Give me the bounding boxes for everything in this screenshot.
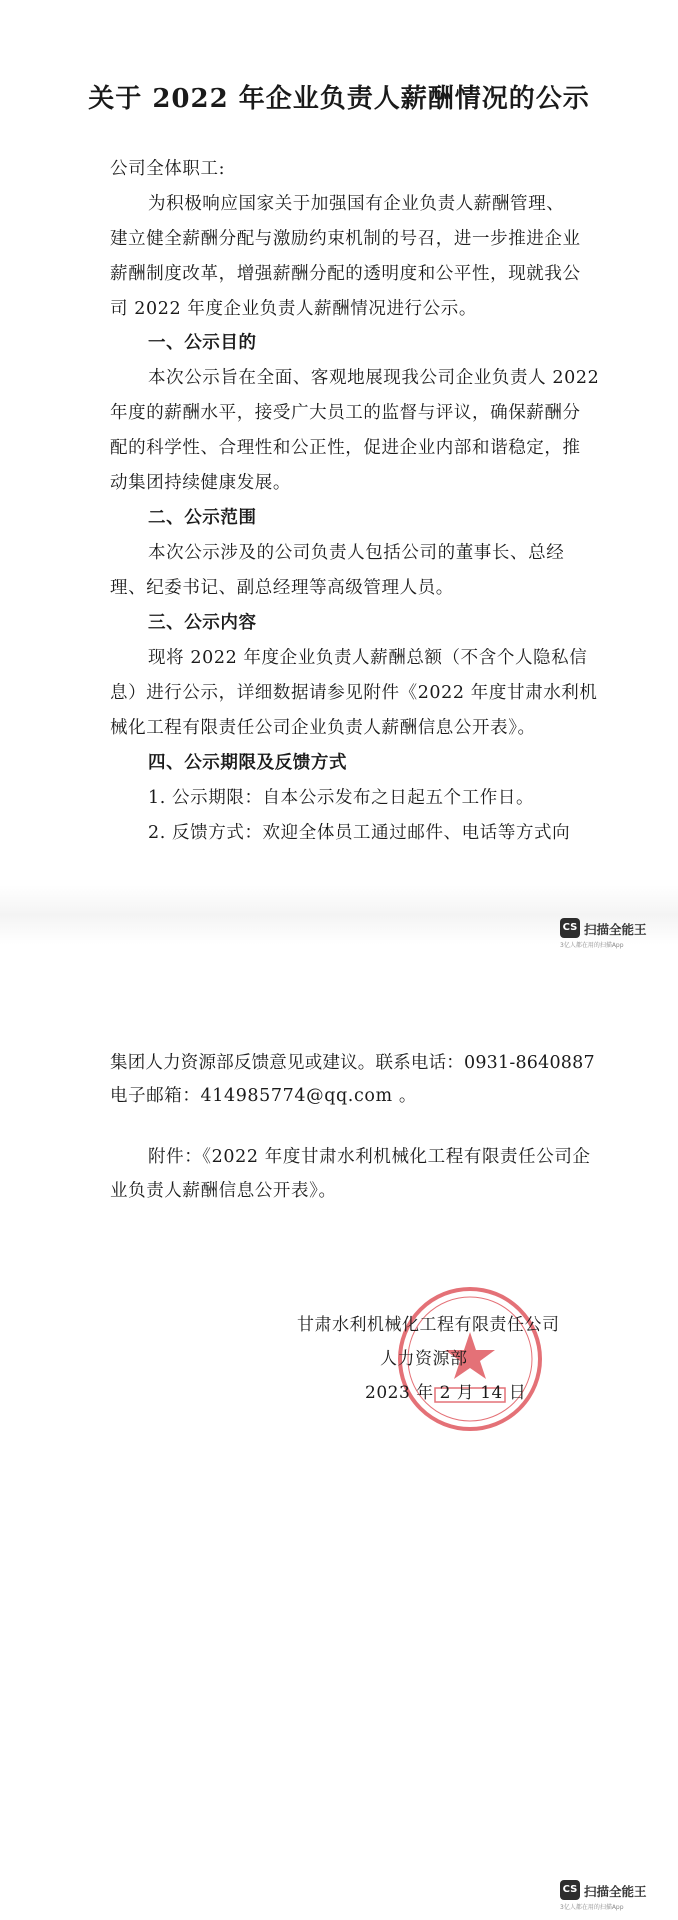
camscanner-logo-icon: CS <box>560 1880 580 1900</box>
signature-department: 人力资源部 <box>380 1349 468 1369</box>
signature-date: 2023 年 2 月 14 日 <box>365 1383 527 1403</box>
intro-line: 薪酬制度改革，增强薪酬分配的透明度和公平性，现就我公 <box>110 264 581 284</box>
section-line: 1. 公示期限：自本公示发布之日起五个工作日。 <box>148 788 535 808</box>
page-1 <box>0 0 678 945</box>
salutation: 公司全体职工: <box>110 159 226 179</box>
section-heading-purpose: 一、公示目的 <box>148 333 257 353</box>
section-line: 现将 2022 年度企业负责人薪酬总额（不含个人隐私信 <box>148 648 588 668</box>
section-line: 本次公示涉及的公司负责人包括公司的董事长、总经 <box>148 543 565 563</box>
section-line: 本次公示旨在全面、客观地展现我公司企业负责人 2022 <box>148 368 600 388</box>
attachment-line: 附件：《2022 年度甘肃水利机械化工程有限责任公司企 <box>148 1147 591 1167</box>
intro-line: 建立健全薪酬分配与激励约束机制的号召，进一步推进企业 <box>110 229 581 249</box>
scanner-watermark <box>560 1880 660 1910</box>
document-title: 关于 2022 年企业负责人薪酬情况的公示 <box>88 84 590 114</box>
continuation-line: 集团人力资源部反馈意见或建议。联系电话：0931-8640887 <box>110 1053 595 1073</box>
intro-line: 为积极响应国家关于加强国有企业负责人薪酬管理、 <box>148 194 565 214</box>
signature-company: 甘肃水利机械化工程有限责任公司 <box>297 1315 560 1335</box>
scanner-watermark <box>560 918 660 948</box>
continuation-line: 电子邮箱：414985774@qq.com 。 <box>110 1086 417 1106</box>
section-line: 械化工程有限责任公司企业负责人薪酬信息公开表》。 <box>110 718 536 738</box>
section-heading-content: 三、公示内容 <box>148 613 257 633</box>
watermark-tagline: 3亿人都在用的扫描App <box>560 942 624 949</box>
attachment-line: 业负责人薪酬信息公开表》。 <box>110 1181 337 1201</box>
section-line: 理、纪委书记、副总经理等高级管理人员。 <box>110 578 454 598</box>
section-line: 配的科学性、合理性和公正性，促进企业内部和谐稳定，推 <box>110 438 581 458</box>
camscanner-logo-icon: CS <box>560 918 580 938</box>
section-line: 息）进行公示，详细数据请参见附件《2022 年度甘肃水利机 <box>110 683 598 703</box>
watermark-name: 扫描全能王 <box>584 922 647 937</box>
section-line: 2. 反馈方式：欢迎全体员工通过邮件、电话等方式向 <box>148 823 571 843</box>
section-line: 动集团持续健康发展。 <box>110 473 291 493</box>
section-heading-period-feedback: 四、公示期限及反馈方式 <box>148 753 348 773</box>
watermark-name: 扫描全能王 <box>584 1884 647 1899</box>
section-heading-scope: 二、公示范围 <box>148 508 257 528</box>
section-line: 年度的薪酬水平，接受广大员工的监督与评议，确保薪酬分 <box>110 403 581 423</box>
watermark-tagline: 3亿人都在用的扫描App <box>560 1904 624 1911</box>
intro-line: 司 2022 年度企业负责人薪酬情况进行公示。 <box>110 299 477 319</box>
